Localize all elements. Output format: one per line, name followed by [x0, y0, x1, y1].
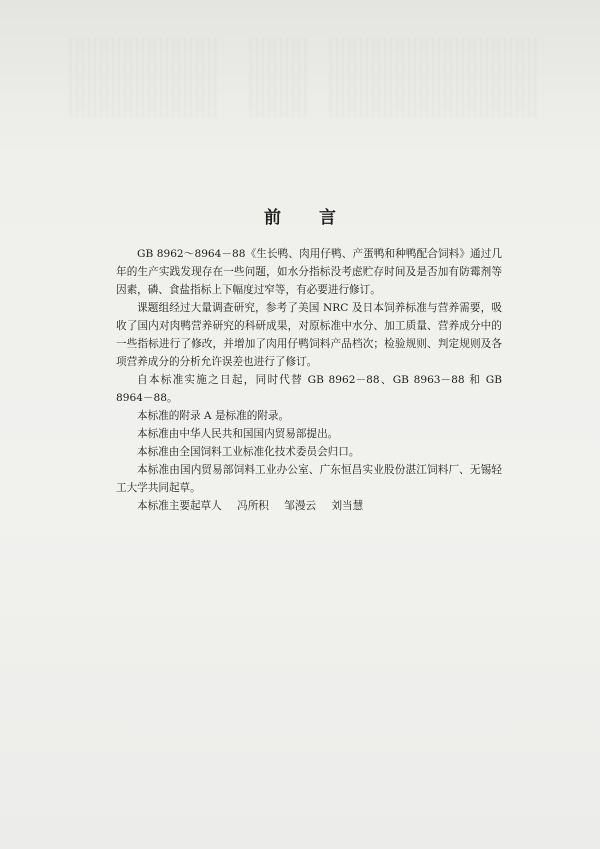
paragraph: GB 8962～8964－88《生长鸭、肉用仔鸭、产蛋鸭和种鸭配合饲料》通过几年的生产实践发现存在一些问题，如水分指标没考虑贮存时间及是否加有防霉剂等因素，磷、食盐指标上下幅度过窄等，有必要进行修订。 [116, 248, 502, 296]
drafters-line [116, 497, 502, 515]
drafter-name: 刘当慧 [331, 500, 364, 512]
paragraph: 本标准由国内贸易部饲料工业办公室、广东恒昌实业股份湛江饲料厂、无锡轻工大学共同起草。 [116, 464, 502, 494]
paragraph: 自本标准实施之日起，同时代替 GB 8962－88、GB 8963－88 和 GB 8964－88。 [116, 374, 502, 404]
bleed-through-mark [70, 38, 220, 118]
foreword-body [116, 245, 502, 515]
paragraph: 本标准由全国饲料工业标准化技术委员会归口。 [137, 446, 360, 458]
drafter-name: 冯所积 [237, 500, 269, 512]
drafters-label: 本标准主要起草人 [137, 500, 222, 512]
drafter-name: 邹漫云 [284, 500, 317, 512]
paragraph: 本标准的附录 A 是标准的附录。 [137, 410, 290, 422]
page-title: 前 言 [264, 208, 352, 228]
bleed-through-mark [250, 38, 310, 118]
bleed-through-mark [330, 38, 540, 118]
paragraph: 本标准由中华人民共和国国内贸易部提出。 [137, 428, 339, 440]
paragraph: 课题组经过大量调查研究，参考了美国 NRC 及日本饲养标准与营养需要，吸收了国内对肉鸭营养研究的科研成果，对原标准中水分、加工质量、营养成分中的一些指标进行了修改，并增加了肉用仔鸭饲料产品档次；检验规则、判定规则及各项营养成分的分析允许误差也进行了修订。 [116, 302, 502, 368]
